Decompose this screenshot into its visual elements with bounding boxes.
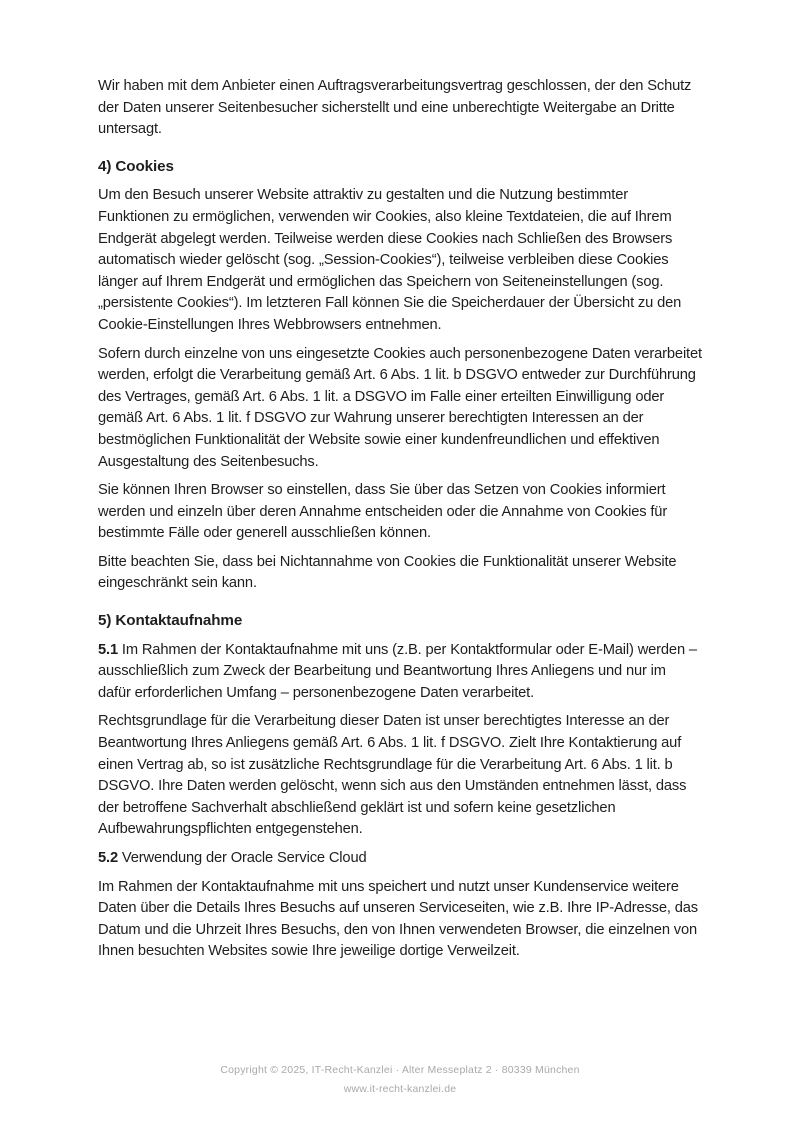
paragraph: Rechtsgrundlage für die Verarbeitung dieser Daten ist unser berechtigtes Interesse an der Beantwortung Ihres Anliegens gemäß Art. 6 Abs. 1 lit. f DSGVO. Zielt Ihre Kontaktierung auf einen Vertrag ab, so ist zusätzliche Rechtsgrundlage für die Verarbeitung Art. 6 Abs. 1 lit. b DSGVO. Ihre Daten werden gelöscht, wenn sich aus den Umständen entnehmen lässt, dass der betroffene Sachverhalt abschließend geklärt ist und sofern keine gesetzlichen Aufbewahrungspflichten entgegenstehen.	[98, 713, 687, 838]
document-content	[98, 76, 702, 970]
paragraph: Bitte beachten Sie, dass bei Nichtannahme von Cookies die Funktionalität unserer Website eingeschränkt sein kann.	[98, 553, 677, 592]
paragraph: 5.2 Verwendung der Oracle Service Cloud	[98, 850, 367, 866]
footer-website-url: www.it-recht-kanzlei.de	[343, 1083, 457, 1095]
clause-number: 5.1	[98, 641, 122, 658]
paragraph: 5.1 Im Rahmen der Kontaktaufnahme mit uns (z.B. per Kontaktformular oder E-Mail) werden – ausschließlich zum Zweck der Bearbeitung und Beantwortung Ihres Anliegens und nur im dafür erforderlichen Umfang – personenbezogene Daten verarbeitet.	[98, 641, 697, 701]
paragraph: Sofern durch einzelne von uns eingesetzte Cookies auch personenbezogene Daten verarbeitet werden, erfolgt die Verarbeitung gemäß Art. 6 Abs. 1 lit. b DSGVO entweder zur Durchführung des Vertrages, gemäß Art. 6 Abs. 1 lit. a DSGVO im Falle einer erteilten Einwilligung oder gemäß Art. 6 Abs. 1 lit. f DSGVO zur Wahrung unserer berechtigten Interessen an der bestmöglichen Funktionalität der Website sowie einer kundenfreundlichen und effektiven Ausgestaltung des Seitenbesuchs.	[98, 345, 702, 470]
clause-number: 5.2	[98, 850, 122, 866]
paragraph: Im Rahmen der Kontaktaufnahme mit uns speichert und nutzt unser Kundenservice weitere Daten über die Details Ihres Besuchs auf unseren Serviceseiten, wie z.B. Ihre IP-Adresse, das Datum und die Uhrzeit Ihres Besuchs, den von Ihnen verwendeten Browser, die einzelnen von Ihnen besuchten Websites sowie Ihre jeweilige dortige Verweilzeit.	[98, 878, 698, 960]
section-heading: 4) Cookies	[98, 157, 174, 175]
paragraph: Sie können Ihren Browser so einstellen, dass Sie über das Setzen von Cookies informiert werden und einzeln über deren Annahme entscheiden oder die Annahme von Cookies für bestimmte Fälle oder generell ausschließen können.	[98, 482, 668, 542]
section-heading: 5) Kontaktaufnahme	[98, 612, 243, 630]
paragraph: Wir haben mit dem Anbieter einen Auftragsverarbeitungsvertrag geschlossen, der den Schutz der Daten unserer Seitenbesucher sicherstellt und eine unberechtigte Weitergabe an Dritte untersagt.	[98, 78, 692, 138]
page-footer	[0, 1061, 800, 1099]
footer-copyright: Copyright © 2025, IT-Recht-Kanzlei · Alter Messeplatz 2 · 80339 München	[220, 1064, 580, 1076]
paragraph: Um den Besuch unserer Website attraktiv zu gestalten und die Nutzung bestimmter Funktionen zu ermöglichen, verwenden wir Cookies, also kleine Textdateien, die auf Ihrem Endgerät abgelegt werden. Teilweise werden diese Cookies nach Schließen des Browsers automatisch wieder gelöscht (sog. „Session-Cookies“), teilweise verbleiben diese Cookies länger auf Ihrem Endgerät und ermöglichen das Speichern von Seiteneinstellungen (sog. „persistente Cookies“). Im letzteren Fall können Sie die Speicherdauer der Übersicht zu den Cookie-Einstellungen Ihres Webbrowsers entnehmen.	[98, 187, 682, 333]
